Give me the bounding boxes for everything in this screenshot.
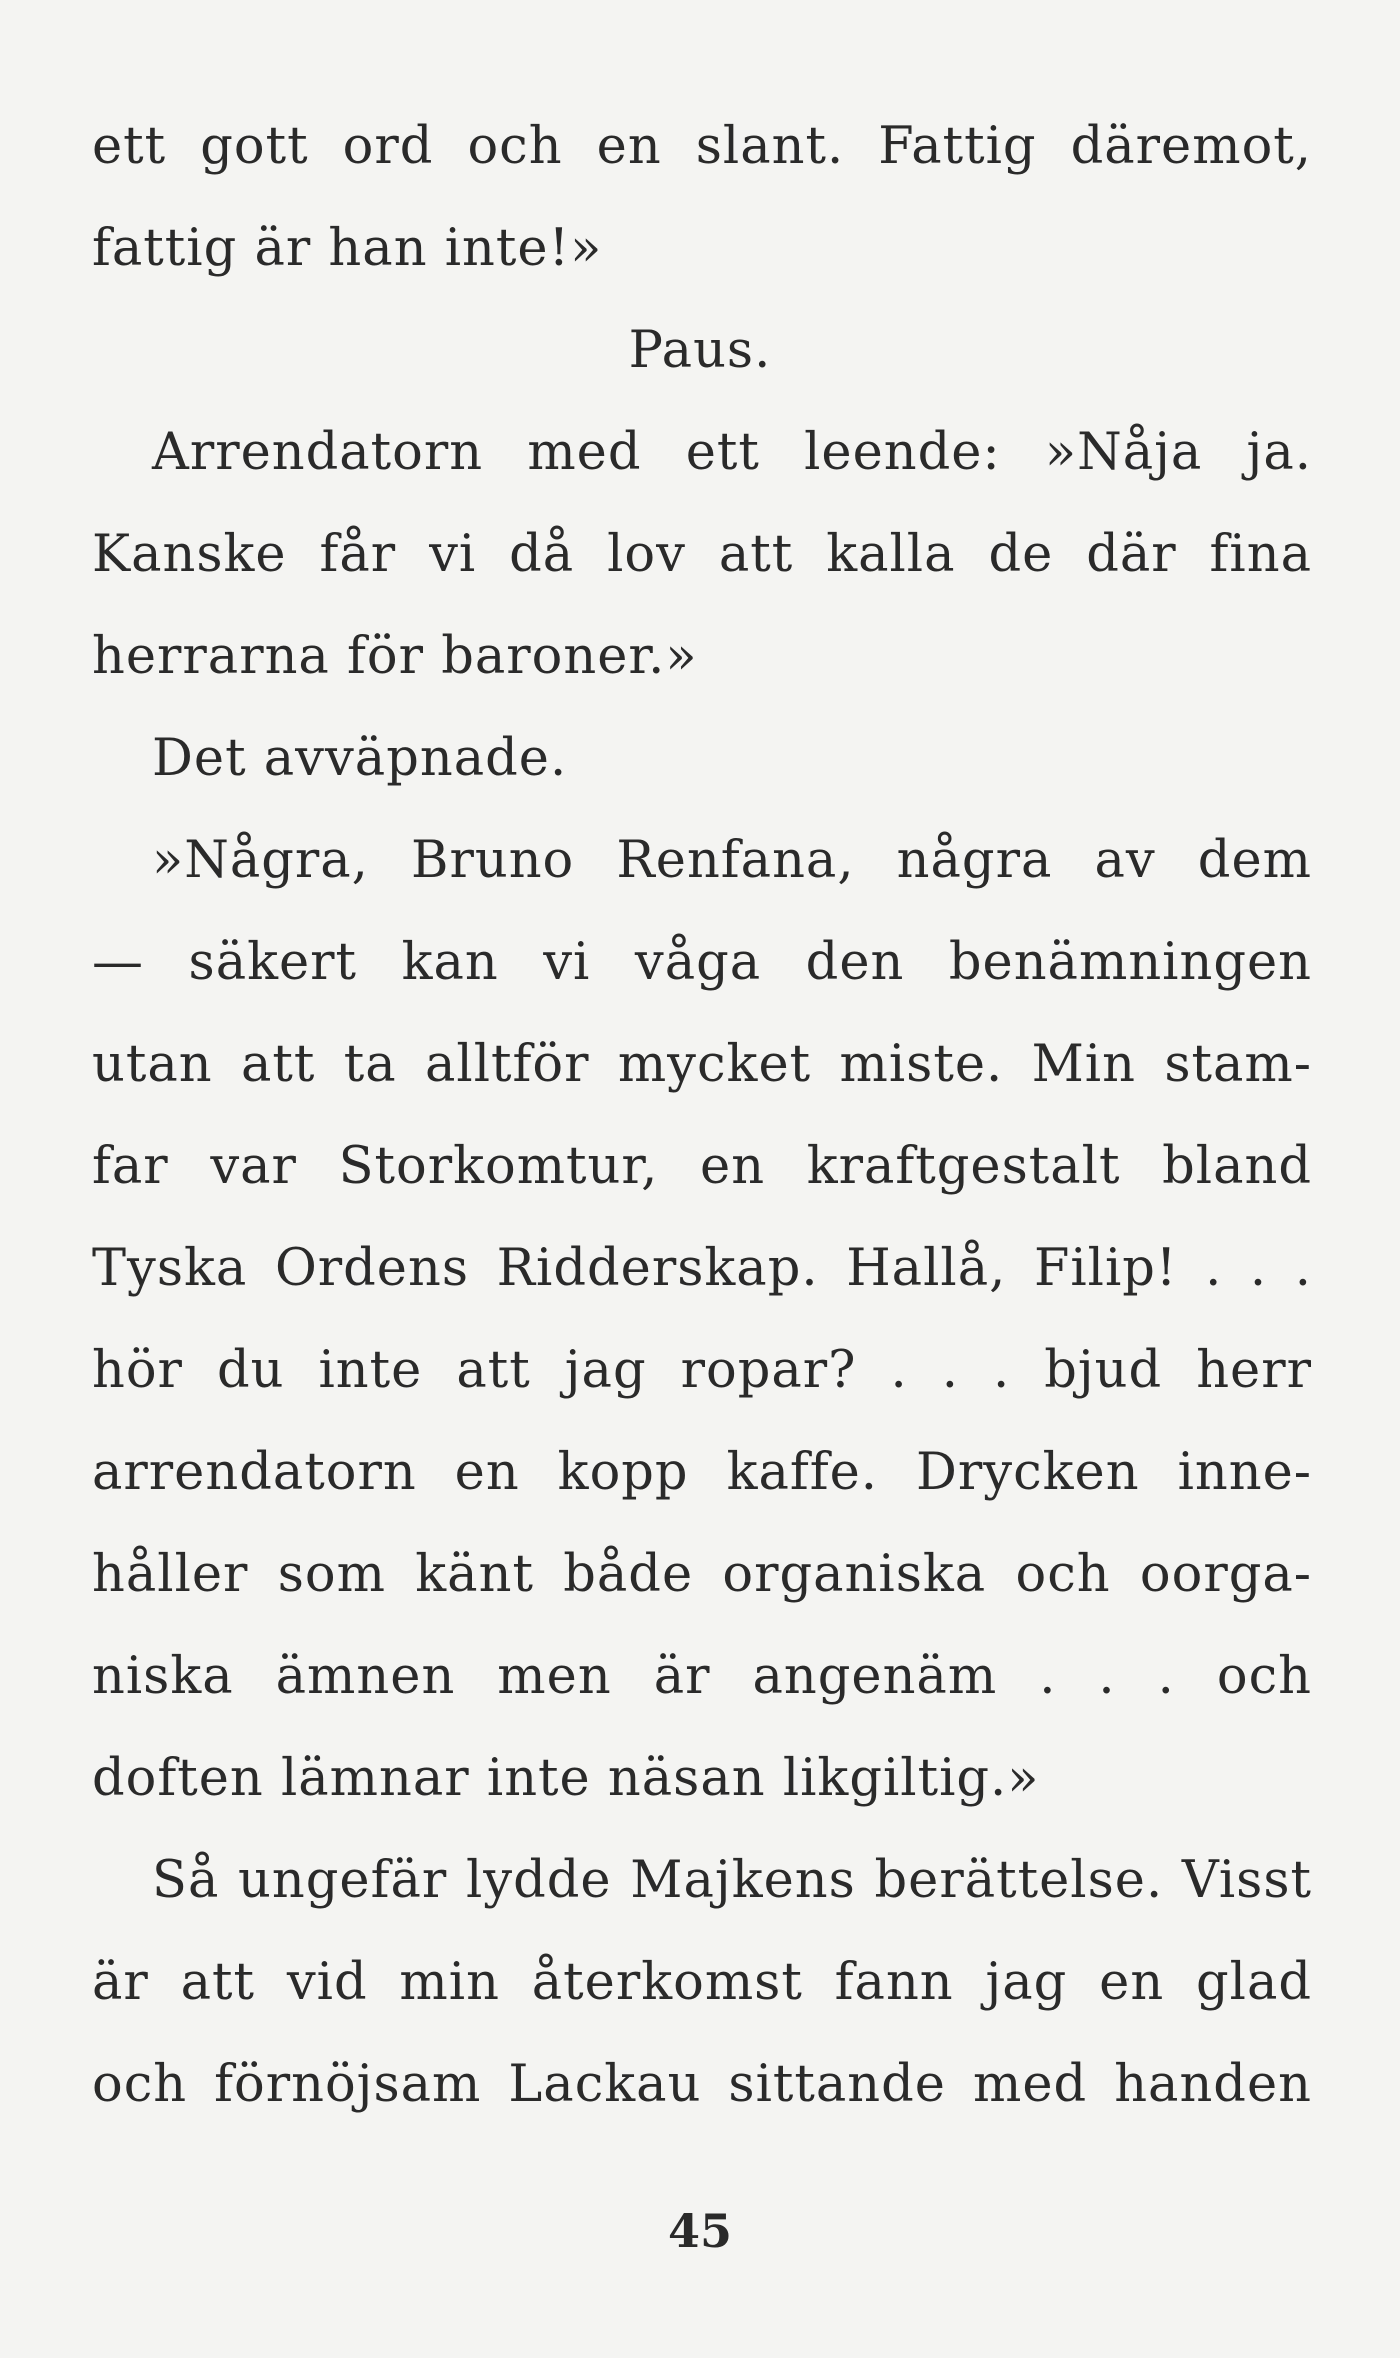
text-line-19: är att vid min återkomst fann jag en glad bbox=[92, 1953, 1312, 2012]
text-line-5: Kanske får vi då lov att kalla de där fina bbox=[92, 525, 1312, 584]
text-line-18: Så ungefär lydde Majkens berättelse. Visst bbox=[152, 1851, 1312, 1910]
text-line-8: »Några, Bruno Renfana, några av dem bbox=[152, 831, 1312, 890]
text-line-14: arrendatorn en kopp kaffe. Drycken inne- bbox=[92, 1443, 1312, 1502]
stage-direction: Paus. bbox=[628, 321, 772, 380]
text-line-6: herrarna för baroner.» bbox=[92, 627, 698, 686]
text-line-12: Tyska Ordens Ridderskap. Hallå, Filip! . . . bbox=[92, 1239, 1312, 1298]
text-line-15: håller som känt både organiska och oorga- bbox=[92, 1545, 1312, 1604]
page-number: 45 bbox=[667, 2204, 732, 2258]
text-line-4: Arrendatorn med ett leende: »Nåja ja. bbox=[152, 423, 1312, 482]
text-line-20: och förnöjsam Lackau sittande med handen bbox=[92, 2055, 1312, 2114]
text-line-9: — säkert kan vi våga den benämningen bbox=[92, 933, 1312, 992]
text-line-1: ett gott ord och en slant. Fattig däremot, bbox=[92, 117, 1312, 176]
text-line-16: niska ämnen men är angenäm . . . och bbox=[92, 1647, 1312, 1706]
text-line-10: utan att ta alltför mycket miste. Min stam- bbox=[92, 1035, 1312, 1094]
text-line-13: hör du inte att jag ropar? . . . bjud herr bbox=[92, 1341, 1312, 1400]
text-line-7: Det avväpnade. bbox=[152, 729, 568, 788]
text-line-2: fattig är han inte!» bbox=[92, 219, 603, 278]
text-line-11: far var Storkomtur, en kraftgestalt bland bbox=[92, 1137, 1312, 1196]
text-line-17: doften lämnar inte näsan likgiltig.» bbox=[92, 1749, 1040, 1808]
